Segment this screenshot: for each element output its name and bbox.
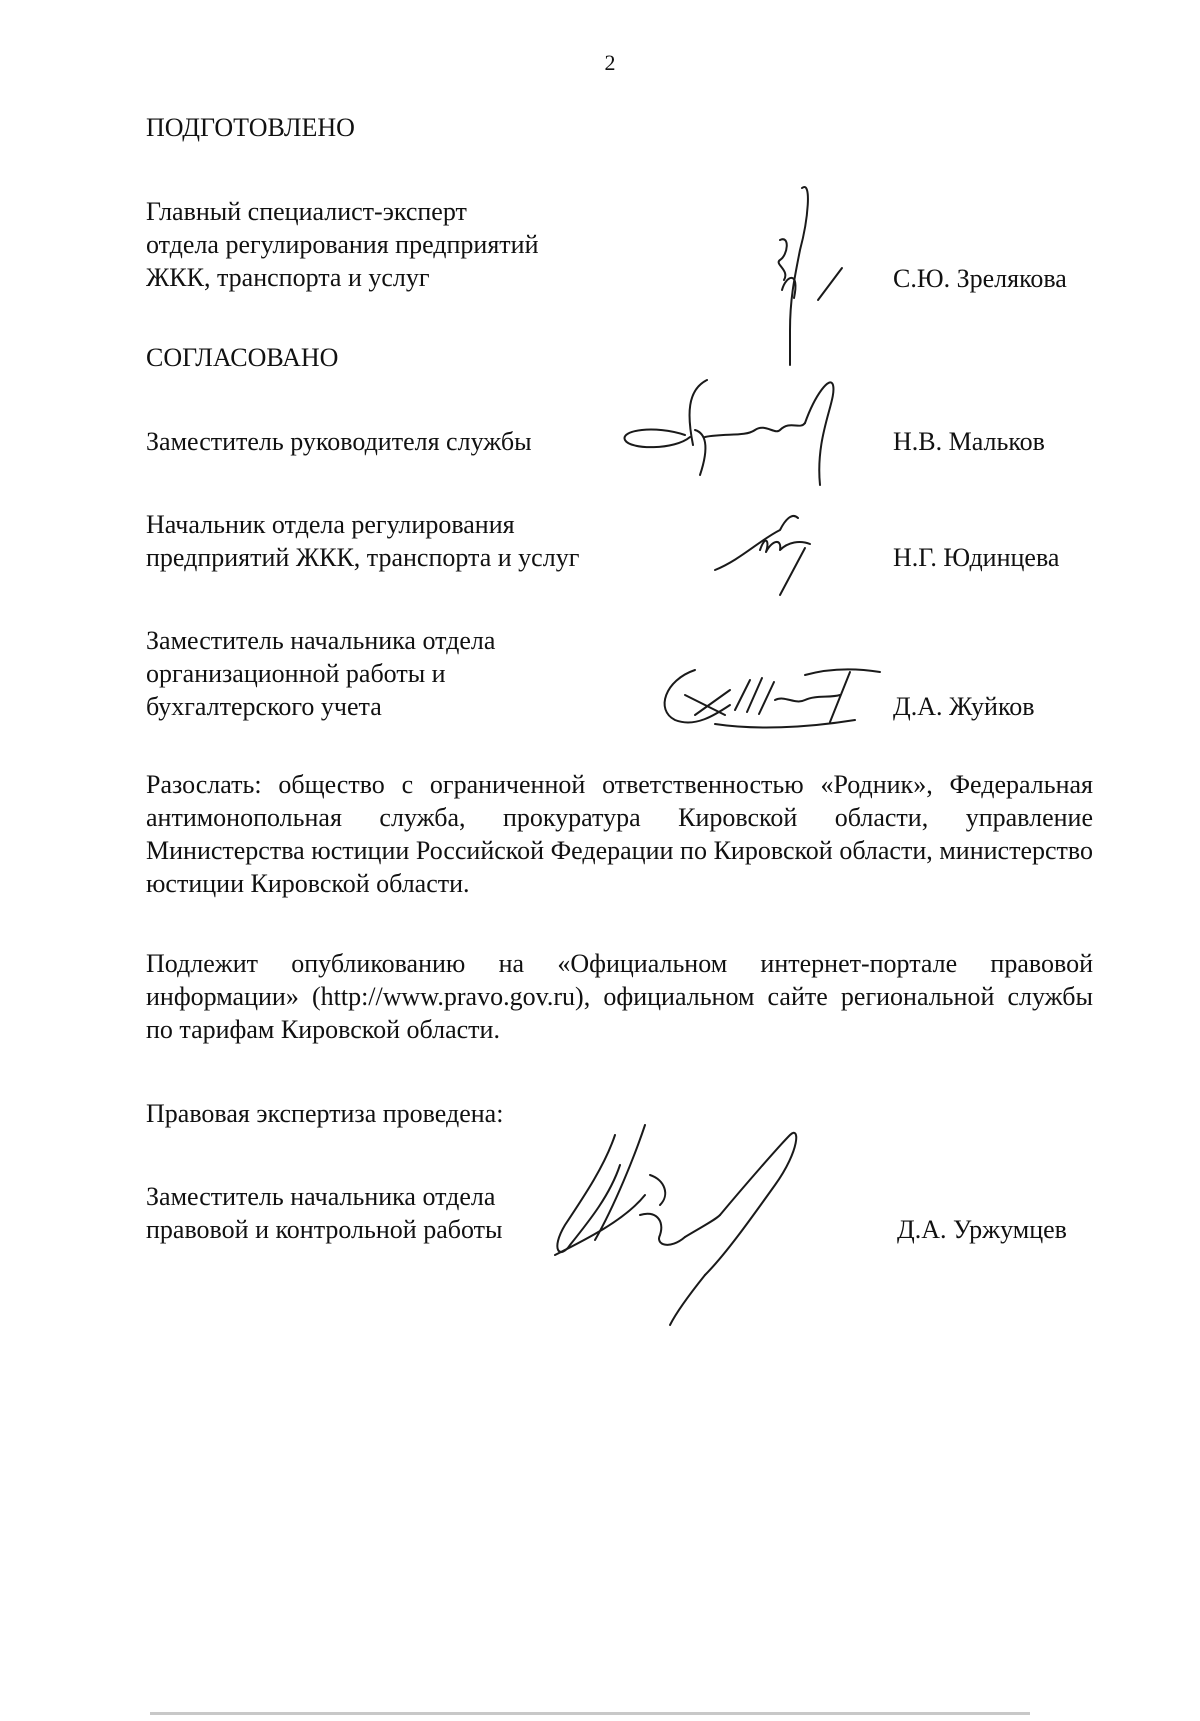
- prepared-heading: ПОДГОТОВЛЕНО: [146, 113, 355, 142]
- agreed-signer-2-position-line-1: Начальник отдела регулирования: [146, 510, 515, 539]
- legal-review-position-line-1: Заместитель начальника отдела: [146, 1182, 496, 1211]
- legal-review-signer-name: Д.А. Уржумцев: [897, 1215, 1067, 1244]
- agreed-signer-1-name: Н.В. Мальков: [893, 427, 1045, 456]
- signature-urzhumtsev: [545, 1125, 825, 1325]
- distribution-paragraph: Разослать: общество с ограниченной ответственностью «Родник», Федеральная антимонопольная служба, прокуратура Кировской области, управление Министерства юстиции Российской Федерации по Кировской области, министерство юстиции Кировской области.: [146, 770, 1093, 898]
- agreed-signer-3-position-line-1: Заместитель начальника отдела: [146, 626, 496, 655]
- page-number: 2: [604, 50, 616, 75]
- signature-yudintseva: [710, 510, 830, 600]
- agreed-heading: СОГЛАСОВАНО: [146, 343, 339, 372]
- signature-malkov: [615, 375, 845, 495]
- prepared-signer-name: С.Ю. Зрелякова: [893, 264, 1067, 293]
- legal-review-heading: Правовая экспертиза проведена:: [146, 1099, 504, 1128]
- signature-zhuikov: [655, 660, 895, 740]
- agreed-signer-1-position: Заместитель руководителя службы: [146, 427, 532, 456]
- agreed-signer-3-name: Д.А. Жуйков: [893, 692, 1035, 721]
- publication-paragraph: Подлежит опубликованию на «Официальном интернет-портале правовой информации» (http://www.pravo.gov.ru), официальном сайте региональной службы по тарифам Кировской области.: [146, 949, 1093, 1044]
- prepared-position-line-1: Главный специалист-эксперт: [146, 197, 467, 226]
- prepared-position-line-3: ЖКК, транспорта и услуг: [146, 263, 430, 292]
- agreed-signer-3-position-line-3: бухгалтерского учета: [146, 692, 382, 721]
- agreed-signer-2-name: Н.Г. Юдинцева: [893, 543, 1060, 572]
- scan-edge-line: [150, 1712, 1030, 1715]
- signature-zrelyakova: [760, 180, 850, 370]
- agreed-signer-3-position-line-2: организационной работы и: [146, 659, 446, 688]
- legal-review-position-line-2: правовой и контрольной работы: [146, 1215, 503, 1244]
- prepared-position-line-2: отдела регулирования предприятий: [146, 230, 539, 259]
- agreed-signer-2-position-line-2: предприятий ЖКК, транспорта и услуг: [146, 543, 580, 572]
